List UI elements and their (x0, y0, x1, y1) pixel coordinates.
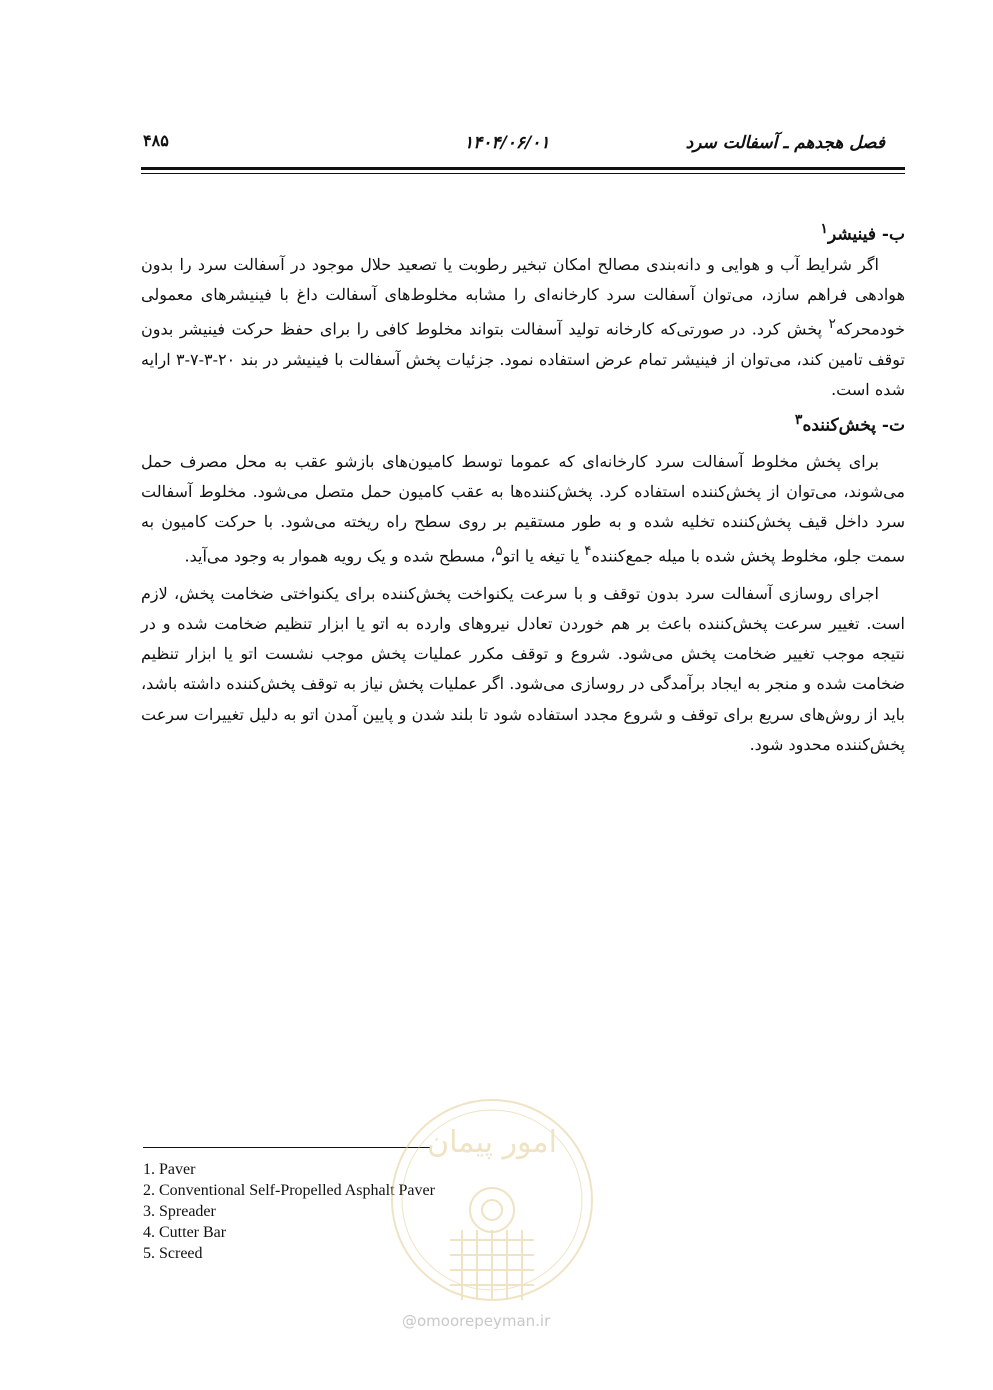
paragraph-spreader-1-part3: ، مسطح شده و یک رویه هموار به وجود می‌آید. (184, 546, 496, 566)
footnote-5: 5. Screed (143, 1245, 203, 1262)
footnote-3: 3. Spreader (143, 1203, 216, 1220)
footnote-ref-2: ۲ (828, 317, 836, 333)
footnote-ref-3: ۳ (794, 412, 803, 428)
page-number: ۴۸۵ (143, 131, 169, 150)
paragraph-finisher (141, 250, 905, 405)
heading-finisher (141, 214, 905, 250)
body-text (141, 214, 905, 760)
heading-spreader-text: ت- پخش‌کننده (802, 415, 905, 436)
footnote-1: 1. Paver (143, 1161, 196, 1178)
heading-spreader (141, 405, 905, 441)
header-rule-thin (141, 173, 905, 174)
watermark-url-text: omoorepeyman.ir (417, 1312, 551, 1330)
heading-finisher-text: ب- فینیشر (827, 224, 905, 245)
footnote-4: 4. Cutter Bar (143, 1224, 227, 1241)
watermark-logo-text: امور پیمان (427, 1125, 557, 1160)
paragraph-spreader-1-part2: یا تیغه یا اتو (502, 546, 585, 566)
paragraph-spreader-2: اجرای روسازی آسفالت سرد بدون توقف و با سرعت یکنواخت پخش‌کننده برای یکنواختی ضخامت پخش، لازم است. تغییر سرعت پخش‌کننده باعث بر هم خوردن تعادل نیروهای وارده به اتو یا ابزار تنظیم ضخامت شده و در نتیجه موجب تغییر ضخامت پخش می‌شود. شروع و توقف مکرر عملیات پخش موجب نشست اتو یا ابزار تنظیم ضخامت شده و منجر به ایجاد برآمدگی در روسازی می‌شود. اگر عملیات پخش نیاز به توقف پخش‌کننده داشته باشد، باید از روش‌های سریع برای توقف و شروع مجدد استفاده شود تا بلند شدن و پایین آمدن اتو به دلیل تغییرات سرعت پخش‌کننده محدود شود. (141, 583, 906, 754)
paragraph-finisher-part2: پخش کرد. در صورتی‌که کارخانه تولید آسفالت بتواند مخلوط کافی را برای حفظ حرکت فینیشر بدون توقف تامین کند، می‌توان از فینیشر تمام عرض استفاده نمود. جزئیات پخش آسفالت با فینیشر در بند ۲۰-۳-۷-۳ ارایه شده است. (141, 319, 906, 399)
paragraph-spreader-1 (141, 447, 905, 572)
footnote-ref-5: ۵ (495, 544, 503, 560)
footnote-ref-4: ۴ (584, 544, 592, 560)
header-date: ۱۴۰۴/۰۶/۰۱ (464, 133, 550, 153)
watermark-logo (372, 1090, 612, 1340)
paragraph-spreader-1-part1: برای پخش مخلوط آسفالت سرد کارخانه‌ای که عموما توسط کامیون‌های بازشو عقب به محل مصرف حمل می‌شوند، می‌توان از پخش‌کننده استفاده کرد. پخش‌کننده‌ها به عقب کامیون حمل متصل می‌شود. مخلوط آسفالت سرد داخل قیف پخش‌کننده تخلیه شده و به طور مستقیم بر روی سطح راه ریخته می‌شود. با حرکت کامیون به سمت جلو، مخلوط پخش شده با میله جمع‌کننده (141, 451, 905, 566)
paragraph-finisher-part1: اگر شرایط آب و هوایی و دانه‌بندی مصالح امکان تبخیر رطوبت یا تصعید حلال موجود در آسفالت سرد را بدون هوادهی فراهم سازد، می‌توان آسفالت سرد کارخانه‌ای را مشابه مخلوط‌های آسفالت داغ با فینیشرهای معمولی خودمحرکه (141, 254, 905, 339)
header-rule-thick (141, 167, 905, 170)
footnote-2: 2. Conventional Self-Propelled Asphalt Paver (143, 1182, 435, 1199)
watermark-url: @omoorepeyman.ir (402, 1312, 551, 1330)
footnote-ref-1: ۱ (820, 221, 828, 237)
chapter-title: فصل هجدهم ـ آسفالت سرد (685, 133, 885, 153)
